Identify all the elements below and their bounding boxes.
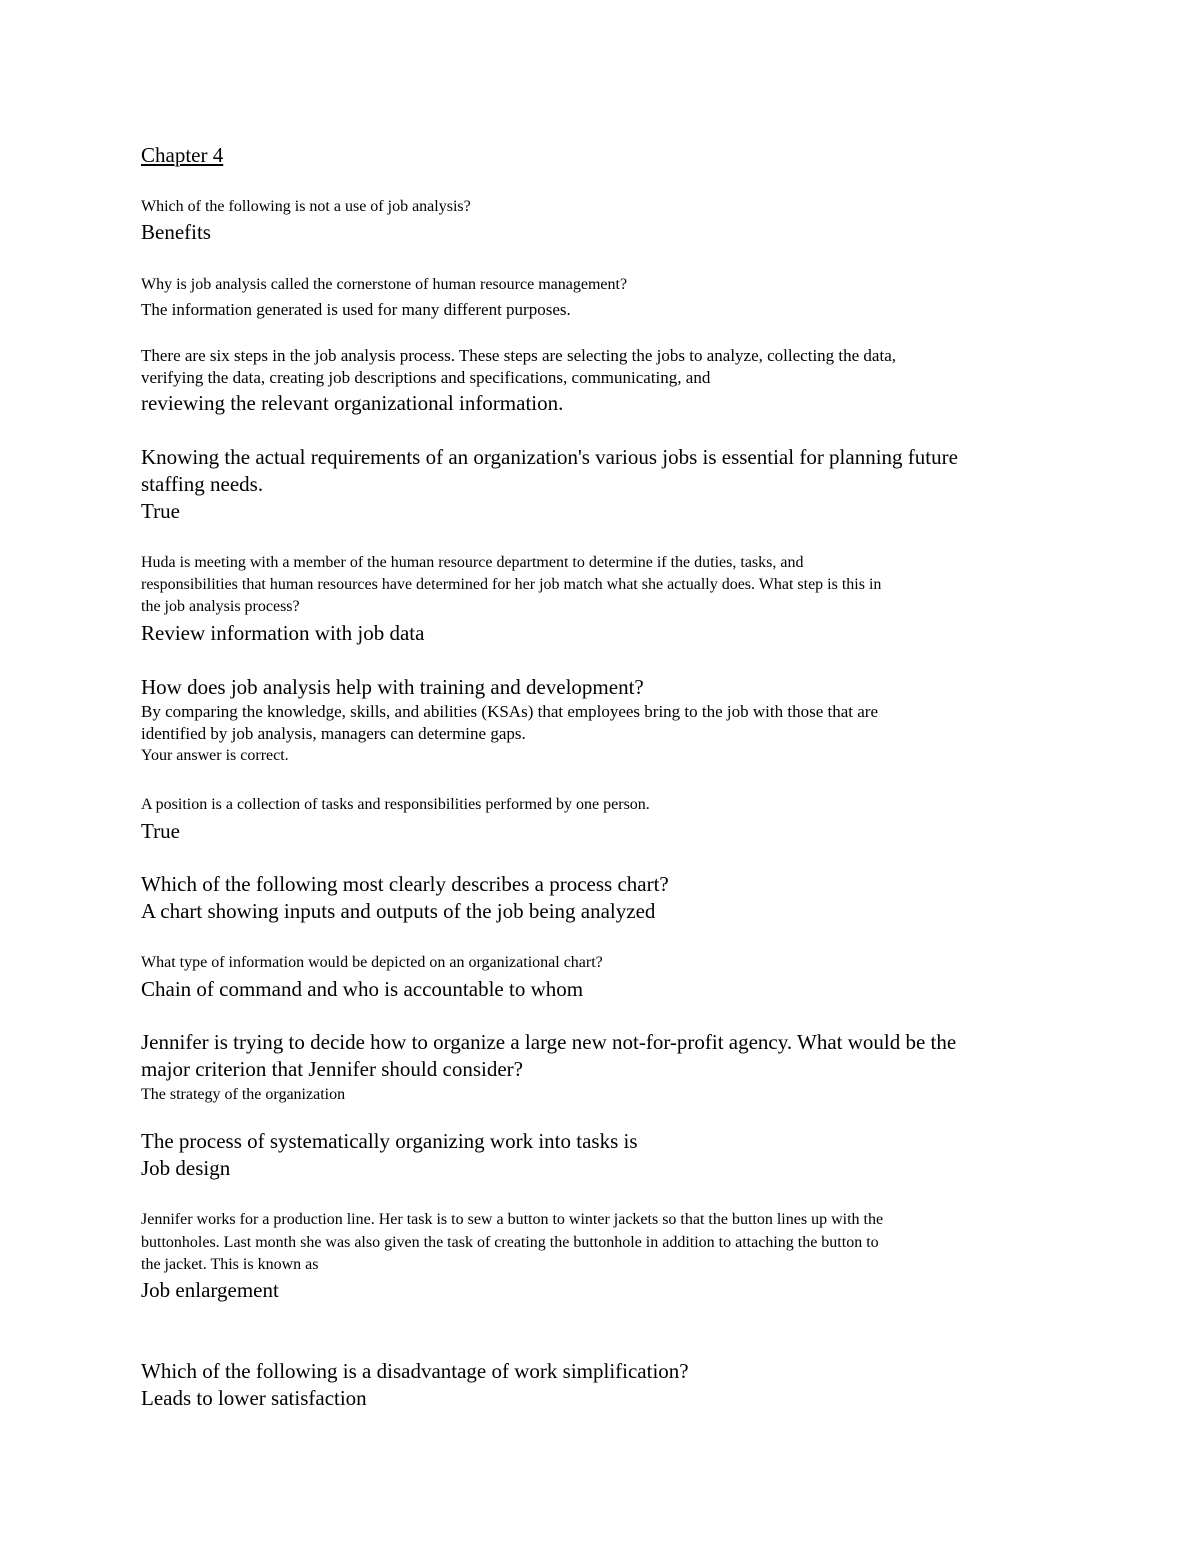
- question-text: What type of information would be depicted on an organizational chart?: [141, 954, 603, 971]
- answer-text: By comparing the knowledge, skills, and abilities (KSAs) that employees bring to the job with those that are: [141, 702, 879, 721]
- answer-text: Leads to lower satisfaction: [141, 1386, 367, 1410]
- question-text: Which of the following most clearly describes a process chart?: [141, 872, 669, 896]
- page-title: Chapter 4: [141, 143, 224, 167]
- answer-text: True: [141, 819, 180, 843]
- question-text: A position is a collection of tasks and responsibilities performed by one person.: [141, 796, 650, 813]
- question-text: Jennifer is trying to decide how to organize a large new not-for-profit agency. What would be the: [141, 1030, 957, 1054]
- question-text: the job analysis process?: [141, 598, 300, 615]
- question-text: staffing needs.: [141, 472, 264, 496]
- answer-text: The information generated is used for many different purposes.: [141, 300, 571, 319]
- statement-text: verifying the data, creating job descriptions and specifications, communicating, and: [141, 368, 711, 387]
- answer-text: Review information with job data: [141, 621, 425, 645]
- question-text: The process of systematically organizing work into tasks is: [141, 1129, 638, 1153]
- answer-text: reviewing the relevant organizational information.: [141, 391, 564, 415]
- question-text: Knowing the actual requirements of an organization's various jobs is essential for planning future: [141, 445, 958, 469]
- question-text: Which of the following is a disadvantage of work simplification?: [141, 1359, 689, 1383]
- statement-text: There are six steps in the job analysis process. These steps are selecting the jobs to analyze, collecting the data,: [141, 346, 896, 365]
- question-text: responsibilities that human resources have determined for her job match what she actually does. What step is this in: [141, 576, 882, 593]
- feedback-text: Your answer is correct.: [141, 747, 289, 764]
- question-text: Huda is meeting with a member of the human resource department to determine if the duties, tasks, and: [141, 554, 804, 571]
- answer-text: True: [141, 499, 180, 523]
- question-text: major criterion that Jennifer should consider?: [141, 1057, 523, 1081]
- answer-text: Job enlargement: [141, 1278, 279, 1302]
- question-text: Which of the following is not a use of job analysis?: [141, 198, 471, 215]
- question-text: How does job analysis help with training and development?: [141, 675, 644, 699]
- question-text: Why is job analysis called the cornerstone of human resource management?: [141, 276, 628, 293]
- answer-text: The strategy of the organization: [141, 1086, 346, 1103]
- question-text: Jennifer works for a production line. Her task is to sew a button to winter jackets so that the button lines up with the: [141, 1211, 884, 1228]
- question-text: the jacket. This is known as: [141, 1256, 319, 1273]
- question-text: buttonholes. Last month she was also given the task of creating the buttonhole in addition to attaching the button to: [141, 1234, 879, 1251]
- answer-text: Benefits: [141, 220, 211, 244]
- answer-text: A chart showing inputs and outputs of the job being analyzed: [141, 899, 656, 923]
- answer-text: Job design: [141, 1156, 231, 1180]
- answer-text: Chain of command and who is accountable to whom: [141, 977, 584, 1001]
- answer-text: identified by job analysis, managers can determine gaps.: [141, 724, 526, 743]
